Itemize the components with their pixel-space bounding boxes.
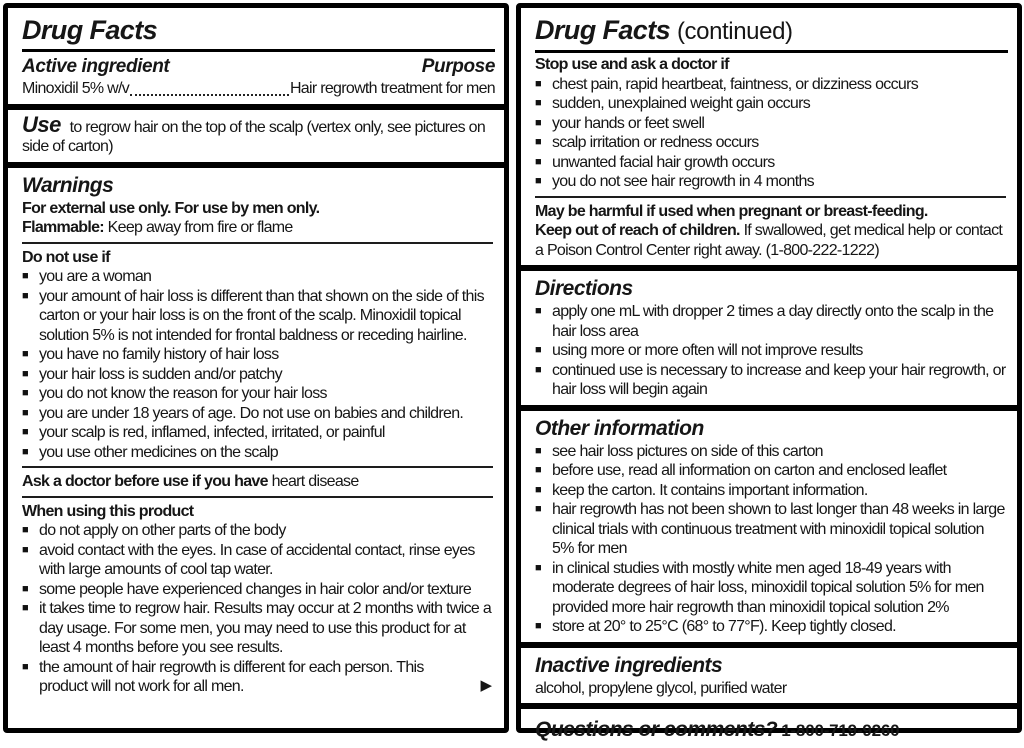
thin-rule bbox=[535, 196, 1006, 198]
continued-label: (continued) bbox=[676, 18, 793, 45]
active-ingredient-row bbox=[22, 79, 495, 99]
stop-use-item: ■ scalp irritation or redness occurs bbox=[535, 133, 1008, 153]
purpose-heading: Purpose bbox=[421, 56, 495, 77]
do-not-use-item: ■ your scalp is red, inflamed, infected, irritated, or painful bbox=[22, 423, 495, 443]
section-drug-facts-header bbox=[8, 8, 504, 104]
drug-facts-panel-left bbox=[3, 3, 509, 733]
other-information-heading: Other information bbox=[535, 416, 704, 440]
when-using-item: ■ avoid contact with the eyes. In case of accidental contact, rinse eyes with large amounts of cool tap water. bbox=[22, 541, 495, 580]
use-line bbox=[22, 111, 495, 157]
external-use-line: For external use only. For use by men only. bbox=[22, 199, 320, 217]
section-questions bbox=[521, 709, 1017, 748]
questions-phone-number: 1-800-719-9260 bbox=[781, 721, 900, 740]
dotted-leader bbox=[130, 94, 289, 96]
stop-use-item: ■ your hands or feet swell bbox=[535, 114, 1008, 134]
thin-rule bbox=[22, 466, 493, 468]
stop-use-item: ■ you do not see hair regrowth in 4 months bbox=[535, 172, 1008, 192]
pregnancy-warning: May be harmful if used when pregnant or breast-feeding. bbox=[535, 202, 928, 220]
keep-out-of-reach-line bbox=[535, 221, 1008, 260]
flammable-line bbox=[22, 218, 495, 238]
section-directions bbox=[521, 271, 1017, 405]
section-other-information bbox=[521, 411, 1017, 642]
section-inactive-ingredients bbox=[521, 648, 1017, 704]
other-information-item: ■ before use, read all information on carton and enclosed leaflet bbox=[535, 461, 1008, 481]
keep-out-of-reach-bold: Keep out of reach of children. bbox=[535, 222, 740, 239]
do-not-use-item: ■ you use other medicines on the scalp bbox=[22, 443, 495, 463]
inactive-ingredients-text: alcohol, propylene glycol, purified water bbox=[535, 679, 787, 697]
when-using-item bbox=[22, 658, 495, 697]
do-not-use-item: ■ you have no family history of hair loss bbox=[22, 345, 495, 365]
do-not-use-heading: Do not use if bbox=[22, 248, 110, 266]
ask-doctor-condition: heart disease bbox=[271, 473, 359, 490]
section-warnings bbox=[8, 168, 504, 729]
continued-arrow-icon: ▶ bbox=[480, 677, 492, 694]
warnings-heading: Warnings bbox=[22, 173, 114, 197]
other-information-item: ■ store at 20° to 25°C (68° to 77°F). Keep tightly closed. bbox=[535, 617, 1008, 637]
use-text: to regrow hair on the top of the scalp (vertex only, see pictures on side of carton) bbox=[22, 118, 486, 155]
purpose-value: Hair regrowth treatment for men bbox=[289, 80, 495, 97]
do-not-use-item: ■ you do not know the reason for your hair loss bbox=[22, 384, 495, 404]
ask-doctor-bold: Ask a doctor before use if you have bbox=[22, 473, 268, 490]
directions-item: ■ continued use is necessary to increase and keep your hair regrowth, or hair loss will begin again bbox=[535, 361, 1008, 400]
when-using-item: ■ do not apply on other parts of the body bbox=[22, 521, 495, 541]
when-using-heading: When using this product bbox=[22, 502, 194, 520]
directions-heading: Directions bbox=[535, 277, 633, 300]
thin-rule bbox=[22, 496, 493, 498]
when-using-item-text: the amount of hair regrowth is different for each person. This product will not work for all men. bbox=[39, 658, 424, 695]
questions-heading: Questions or comments? bbox=[535, 718, 778, 741]
stop-use-item: ■ chest pain, rapid heartbeat, faintness, or dizziness occurs bbox=[535, 75, 1008, 95]
flammable-label: Flammable: bbox=[22, 219, 104, 236]
do-not-use-item: ■ you are under 18 years of age. Do not use on babies and children. bbox=[22, 404, 495, 424]
drug-facts-continued-title bbox=[535, 13, 1008, 47]
do-not-use-item: ■ your amount of hair loss is different than that shown on the side of this carton or your hair loss is on the front of the scalp. Minoxidil topical solution 5% is not intended for frontal baldness or receding hairline. bbox=[22, 287, 495, 346]
stop-use-item: ■ sudden, unexplained weight gain occurs bbox=[535, 94, 1008, 114]
other-information-item: ■ see hair loss pictures on side of this carton bbox=[535, 442, 1008, 462]
drug-facts-panel-right bbox=[516, 3, 1022, 741]
active-ingredient-header-row bbox=[22, 55, 495, 78]
drug-facts-title-text: Drug Facts bbox=[535, 15, 671, 45]
ask-doctor-line bbox=[22, 472, 495, 492]
when-using-item: ■ it takes time to regrow hair. Results may occur at 2 months with twice a day usage. For some men, you may need to use this product for at least 4 months before you see results. bbox=[22, 599, 495, 658]
directions-item: ■ apply one mL with dropper 2 times a day directly onto the scalp in the hair loss area bbox=[535, 302, 1008, 341]
when-using-item: ■ some people have experienced changes in hair color and/or texture bbox=[22, 580, 495, 600]
other-information-item: ■ in clinical studies with mostly white men aged 18-49 years with moderate degrees of hair loss, minoxidil topical solution 5% for men provided more hair regrowth than minoxidil topical solution 2% bbox=[535, 559, 1008, 618]
use-heading: Use bbox=[22, 111, 61, 137]
stop-use-heading: Stop use and ask a doctor if bbox=[535, 56, 729, 73]
title-rule bbox=[22, 49, 495, 52]
stop-use-item: ■ unwanted facial hair growth occurs bbox=[535, 153, 1008, 173]
section-use bbox=[8, 110, 504, 162]
questions-row bbox=[535, 714, 1008, 743]
title-rule bbox=[535, 50, 1008, 53]
active-ingredient-heading: Active ingredient bbox=[22, 56, 170, 77]
other-information-item: ■ hair regrowth has not been shown to last longer than 48 weeks in large clinical trials with continuous treatment with minoxidil topical solution 5% for men bbox=[535, 500, 1008, 559]
flammable-text: Keep away from fire or flame bbox=[107, 219, 293, 236]
other-information-item: ■ keep the carton. It contains important information. bbox=[535, 481, 1008, 501]
active-ingredient-name: Minoxidil 5% w/v bbox=[22, 80, 130, 97]
do-not-use-item: ■ your hair loss is sudden and/or patchy bbox=[22, 365, 495, 385]
directions-item: ■ using more or more often will not improve results bbox=[535, 341, 1008, 361]
section-drug-facts-continued bbox=[521, 8, 1017, 265]
poison-control-text: If swallowed, get medical help or contact a Poison Control Center right away. (1-800-222-1222) bbox=[535, 222, 1003, 259]
thin-rule bbox=[22, 242, 493, 244]
inactive-ingredients-heading: Inactive ingredients bbox=[535, 653, 723, 677]
do-not-use-item: ■ you are a woman bbox=[22, 267, 495, 287]
drug-facts-title: Drug Facts bbox=[22, 15, 158, 45]
